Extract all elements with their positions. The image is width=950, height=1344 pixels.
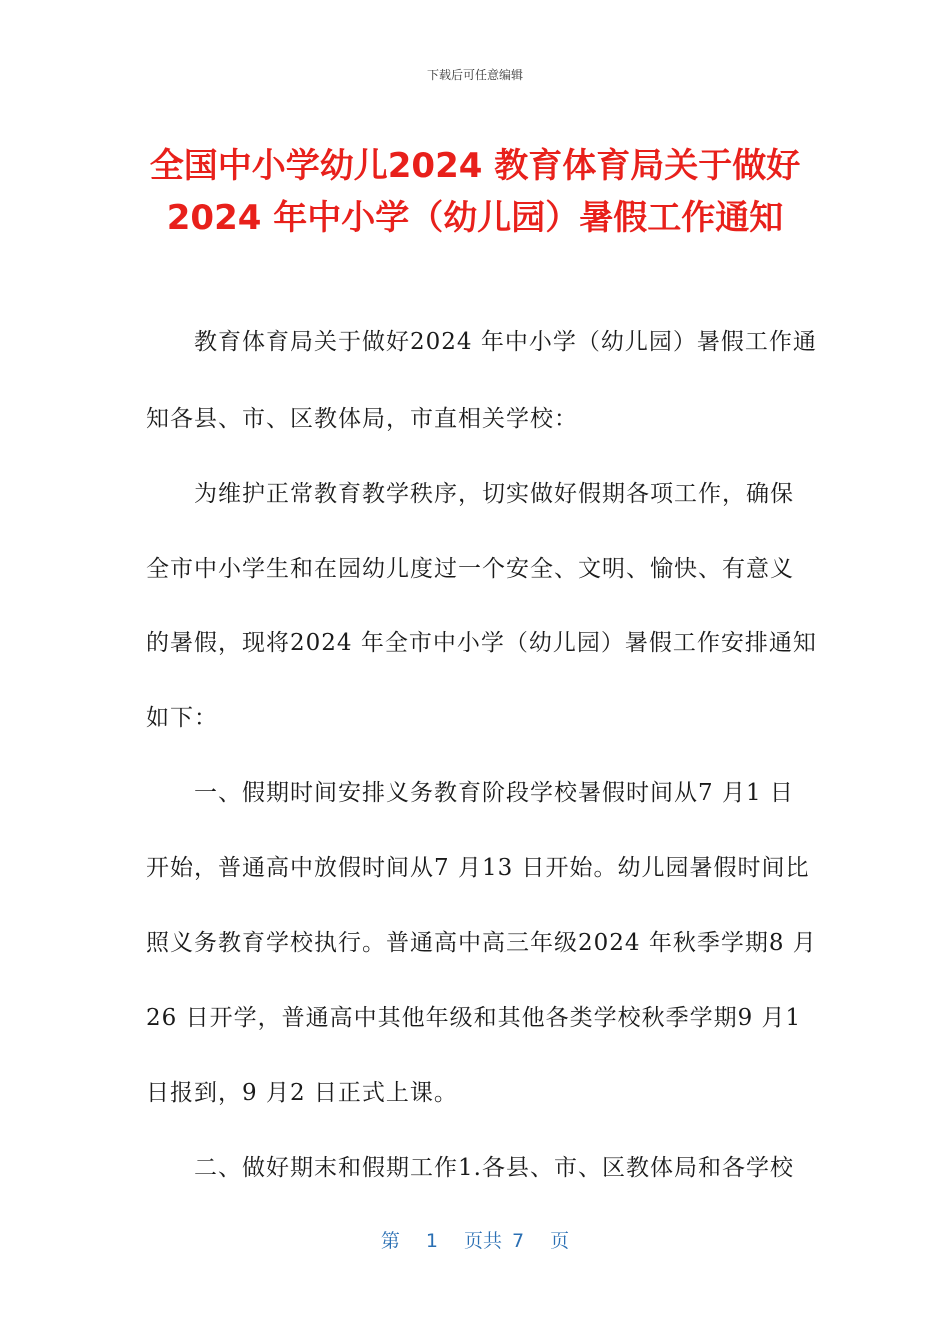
body-line-9: 照义务教育学校执行。普通高中高三年级2024 年秋季学期8 月 (146, 930, 817, 956)
footer-page-number: 1 (425, 1230, 438, 1252)
title-line-1: 全国中小学幼儿2024 教育体育局关于做好 (149, 146, 801, 186)
header-note: 下载后可任意编辑 (426, 68, 523, 82)
body-line-2: 知各县、市、区教体局，市直相关学校： (146, 406, 578, 432)
body-line-10: 26 日开学，普通高中其他年级和其他各类学校秋季学期9 月1 (146, 1005, 802, 1031)
body-line-3: 为维护正常教育教学秩序，切实做好假期各项工作，确保 (194, 481, 794, 507)
body-line-7: 一、假期时间安排义务教育阶段学校暑假时间从7 月1 日 (194, 780, 794, 806)
footer-prefix: 第 (380, 1230, 400, 1252)
document-title (100, 140, 850, 244)
body-line-5: 的暑假，现将2024 年全市中小学（幼儿园）暑假工作安排通知 (146, 630, 817, 656)
footer-total-pages: 7 (512, 1230, 525, 1252)
page-footer (0, 1226, 950, 1253)
body-line-11: 日报到，9 月2 日正式上课。 (146, 1080, 458, 1106)
body-line-8: 开始，普通高中放假时间从7 月13 日开始。幼儿园暑假时间比 (146, 855, 810, 881)
body-line-1: 教育体育局关于做好2024 年中小学（幼儿园）暑假工作通 (194, 329, 817, 355)
footer-suffix: 页 (550, 1230, 570, 1252)
title-line-2: 2024 年中小学（幼儿园）暑假工作通知 (166, 198, 784, 238)
body-line-6: 如下： (146, 705, 218, 731)
footer-middle: 页共 (463, 1230, 502, 1252)
body-line-4: 全市中小学生和在园幼儿度过一个安全、文明、愉快、有意义 (146, 556, 794, 582)
body-line-12: 二、做好期末和假期工作1.各县、市、区教体局和各学校 (194, 1155, 794, 1181)
